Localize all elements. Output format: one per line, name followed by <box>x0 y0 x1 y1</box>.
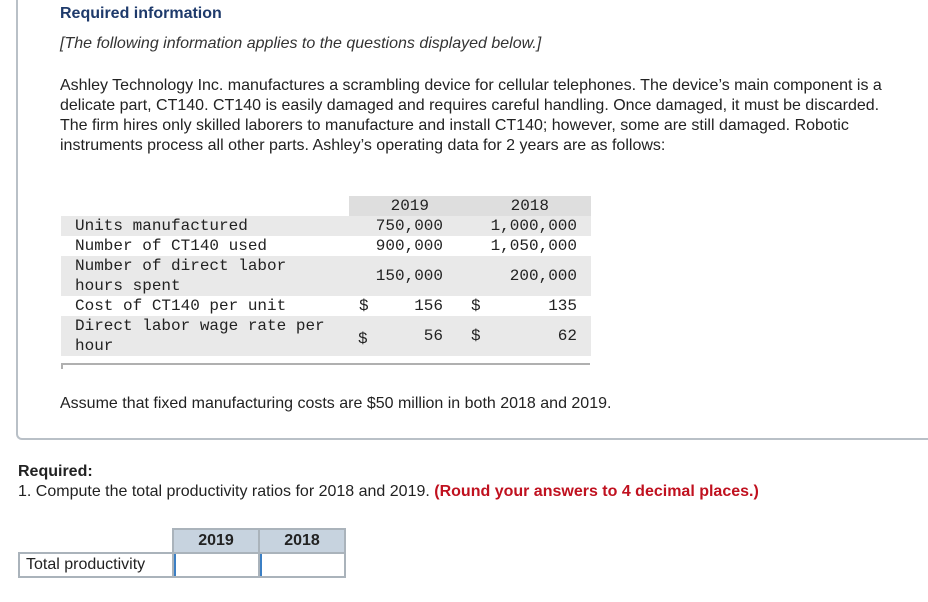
required-heading: Required: <box>18 463 93 480</box>
row-value-2019: 750,000 <box>375 217 443 235</box>
dollar-sign-2018: $ <box>471 297 481 315</box>
answer-row-total-productivity <box>19 553 345 577</box>
answer-header-blank <box>19 529 173 553</box>
year-header-2019: 2019 <box>390 197 429 215</box>
row-value-2019: 900,000 <box>375 237 443 255</box>
applies-note: [The following information applies to the questions displayed below.] <box>60 35 542 52</box>
row-value-2019: 150,000 <box>375 267 443 285</box>
operating-data-table <box>61 196 591 368</box>
question-1 <box>18 483 759 501</box>
row-value-2019: 156 <box>414 297 443 315</box>
question-text: 1. Compute the total productivity ratios for 2018 and 2019. <box>18 483 430 500</box>
table-bottom-rule <box>61 363 590 369</box>
row-value-2018: 62 <box>557 327 577 345</box>
answer-cell-2018 <box>259 553 345 577</box>
assumption-note: Assume that fixed manufacturing costs are $50 million in both 2018 and 2019. <box>60 395 612 412</box>
row-label-line1: Direct labor wage rate per <box>75 317 325 335</box>
row-label-line2: hour <box>75 337 114 355</box>
total-productivity-2018-input[interactable] <box>260 554 344 576</box>
year-header-2018: 2018 <box>510 197 549 215</box>
answer-col-2019: 2019 <box>173 529 259 553</box>
answer-cell-2019 <box>173 553 259 577</box>
row-label: Units manufactured <box>75 217 248 235</box>
answer-row-label: Total productivity <box>19 553 173 577</box>
rounding-note: (Round your answers to 4 decimal places.) <box>434 483 759 500</box>
row-value-2018: 135 <box>548 297 577 315</box>
answer-table <box>18 528 346 578</box>
dollar-sign-2019: $ <box>359 297 369 315</box>
row-label-line2: hours spent <box>75 277 181 295</box>
dollar-sign-2019: $ <box>358 330 368 348</box>
row-label-line1: Number of direct labor <box>75 257 287 275</box>
row-value-2018: 1,050,000 <box>490 237 577 255</box>
row-value-2018: 200,000 <box>509 267 577 285</box>
row-value-2019: 56 <box>423 327 443 345</box>
dollar-sign-2018: $ <box>471 327 481 345</box>
row-label: Number of CT140 used <box>75 237 268 255</box>
row-label: Cost of CT140 per unit <box>75 297 287 315</box>
total-productivity-2019-input[interactable] <box>174 554 258 576</box>
answer-col-2018: 2018 <box>259 529 345 553</box>
row-value-2018: 1,000,000 <box>490 217 577 235</box>
required-information-title: Required information <box>60 5 222 22</box>
answer-header-row <box>19 529 345 553</box>
problem-description: Ashley Technology Inc. manufactures a scrambling device for cellular telephones. The device’s main component is a delicate part, CT140. CT140 is easily damaged and requires careful handling. Once damaged, it must be discarded. The firm hires only skilled laborers to manufacture and install CT140; however, some are still damaged. Robotic instruments process all other parts. Ashley’s operating data for 2 years are as follows: <box>60 77 882 154</box>
